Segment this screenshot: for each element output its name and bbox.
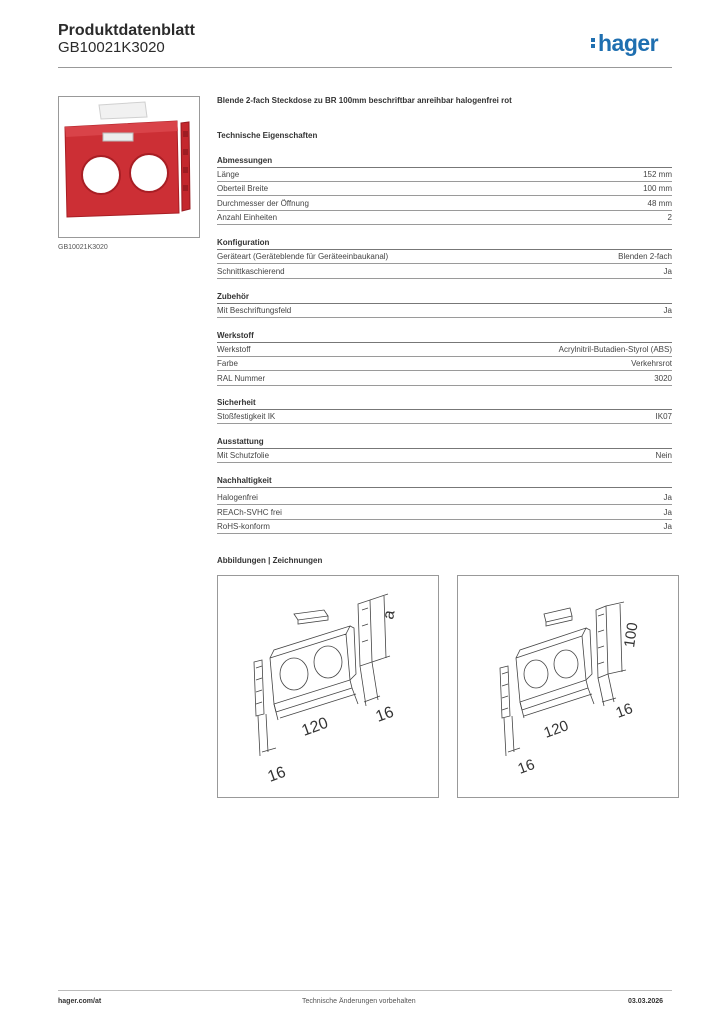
spec-row: RoHS-konform Ja <box>217 520 672 534</box>
section-heading-zubehoer: Zubehör <box>217 290 672 304</box>
spec-row: Mit Schutzfolie Nein <box>217 449 672 463</box>
spec-row: Farbe Verkehrsrot <box>217 357 672 371</box>
product-image-caption: GB10021K3020 <box>58 244 108 251</box>
drawing-right-side-label: 16 <box>613 700 636 722</box>
spec-row: REACh-SVHC frei Ja <box>217 506 672 520</box>
technical-drawing-left <box>217 575 439 798</box>
section-heading-abmessungen: Abmessungen <box>217 154 672 168</box>
spec-row: Mit Beschriftungsfeld Ja <box>217 304 672 318</box>
drawing-left-side-label: 16 <box>373 703 397 726</box>
drawing-left-width-label: 120 <box>299 714 331 740</box>
section-heading-werkstoff: Werkstoff <box>217 329 672 343</box>
drawing-right-depth-label: 16 <box>515 756 538 778</box>
section-heading-ausstattung: Ausstattung <box>217 435 672 449</box>
footer-notice: Technische Änderungen vorbehalten <box>302 998 416 1005</box>
spec-row: Geräteart (Geräteblende für Geräteeinbaukanal) Blenden 2-fach <box>217 250 672 264</box>
drawing-left-depth-label: 16 <box>265 763 289 786</box>
logo-dots-icon <box>591 36 596 50</box>
spec-row: Werkstoff Acrylnitril-Butadien-Styrol (ABS) <box>217 343 672 357</box>
footer-date: 03.03.2026 <box>628 998 664 1005</box>
document-title: Produktdatenblatt <box>58 22 195 39</box>
product-description: Blende 2-fach Steckdose zu BR 100mm beschriftbar anreihbar halogenfrei rot <box>217 96 512 105</box>
spec-row: Länge 152 mm <box>217 168 672 182</box>
logo-text: hager <box>598 30 659 56</box>
spec-row: Stoßfestigkeit IK IK07 <box>217 410 672 424</box>
product-photo <box>59 97 199 237</box>
drawing-right-svg <box>458 576 678 797</box>
drawing-left-svg <box>218 576 438 797</box>
section-heading-konfiguration: Konfiguration <box>217 236 672 250</box>
section-heading-sicherheit: Sicherheit <box>217 396 672 410</box>
spec-row: Halogenfrei Ja <box>217 491 672 505</box>
spec-row: Anzahl Einheiten 2 <box>217 211 672 225</box>
footer-divider <box>58 990 672 991</box>
spec-row: Durchmesser der Öffnung 48 mm <box>217 197 672 211</box>
spec-row: RAL Nummer 3020 <box>217 372 672 386</box>
tech-properties-heading: Technische Eigenschaften <box>217 131 318 140</box>
product-image <box>58 96 200 238</box>
spec-row: Oberteil Breite 100 mm <box>217 182 672 196</box>
drawing-left-height-label: a <box>380 608 399 621</box>
article-number: GB10021K3020 <box>58 39 165 56</box>
footer-website-link[interactable]: hager.com/at <box>58 998 102 1005</box>
section-heading-nachhaltigkeit: Nachhaltigkeit <box>217 474 672 488</box>
header-divider <box>58 67 672 68</box>
drawing-right-height-label: 100 <box>621 621 642 649</box>
spec-row: Schnittkaschierend Ja <box>217 265 672 279</box>
drawing-right-width-label: 120 <box>541 717 571 742</box>
hager-logo <box>591 30 658 57</box>
technical-drawing-right <box>457 575 679 798</box>
drawings-heading: Abbildungen | Zeichnungen <box>217 556 323 565</box>
